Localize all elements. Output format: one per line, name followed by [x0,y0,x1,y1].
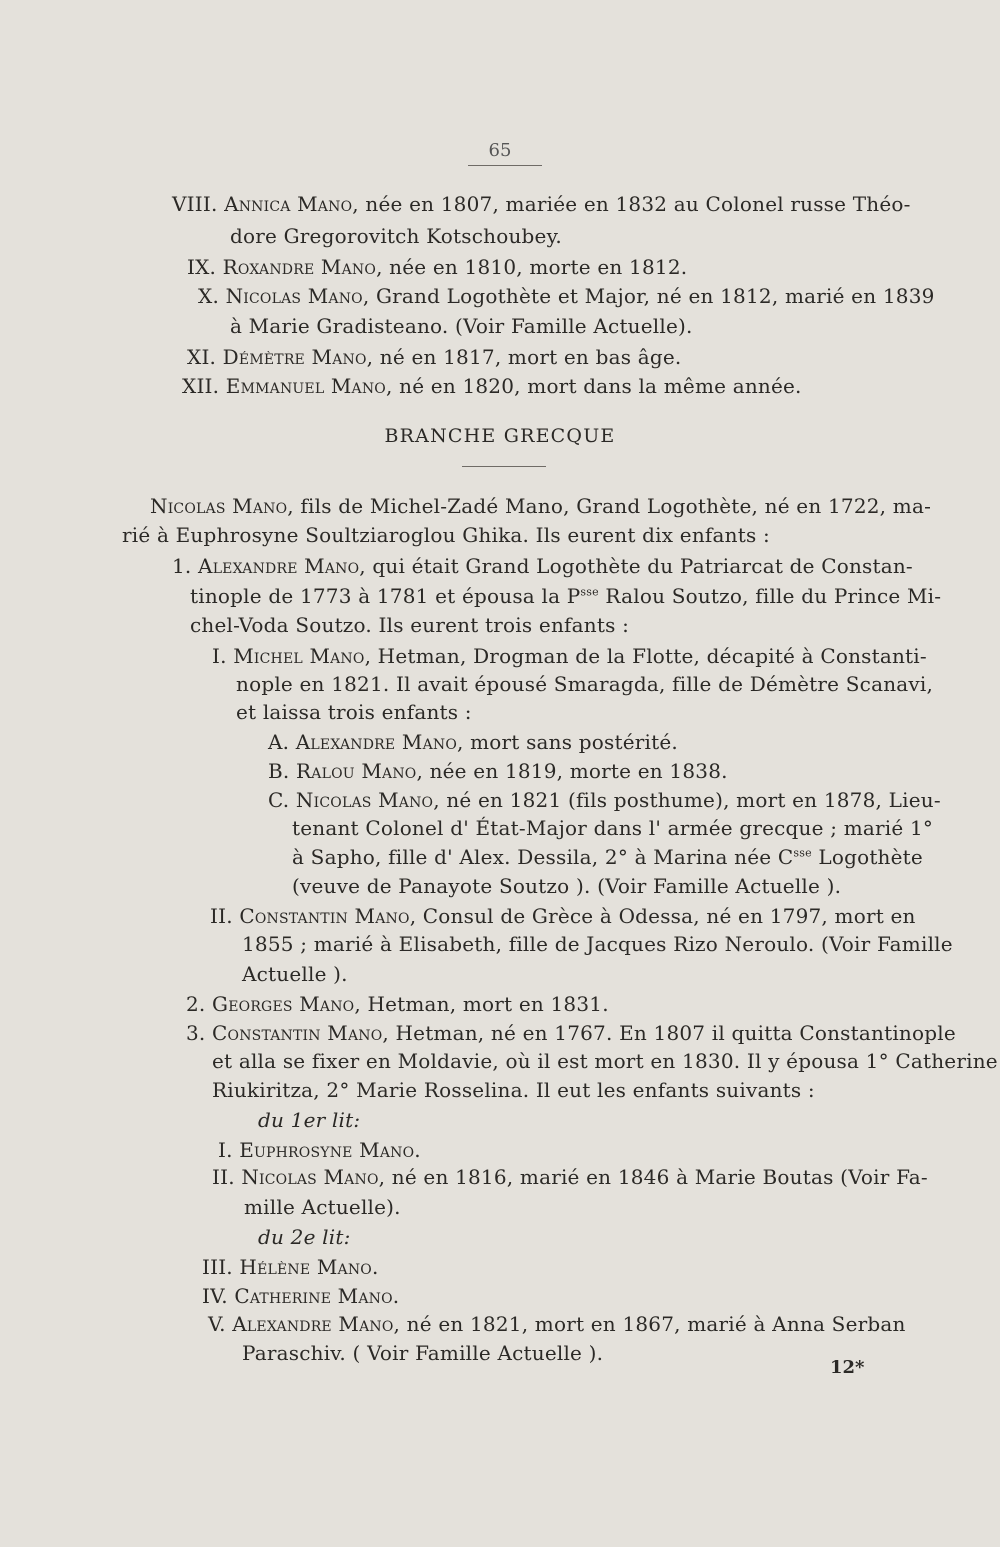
paragraph-intro-continuation [122,521,770,549]
entry-1-line [172,552,913,580]
entry-viii-line [172,190,911,218]
entry-xii-line [182,372,802,400]
entry-number: 3. [186,1021,206,1045]
person-name: Euphrosyne Mano. [239,1138,421,1162]
entry-text: et alla se fixer en Moldavie, où il est mort en 1830. Il y épousa 1° Catherine [212,1049,998,1073]
entry-text: , née en 1807, mariée en 1832 au Colonel russe Théo- [352,192,911,216]
person-name: Constantin Mano [212,1021,383,1045]
entry-ix-line [187,253,687,281]
entry-text: Actuelle ). [242,962,348,986]
page-number: 65 [488,140,512,161]
entry-number: C. [268,788,290,812]
entry-iii-helene-line [202,1253,379,1281]
person-name: Nicolas Mano [241,1165,379,1189]
person-name: Nicolas Mano [150,494,288,518]
person-name: Nicolas Mano [225,284,363,308]
entry-iv-catherine-line [202,1282,399,1310]
entry-text: , Grand Logothète et Major, né en 1812, marié en 1839 [362,284,935,308]
entry-ii-constantin-continuation [242,930,953,958]
entry-text: tinople de 1773 à 1781 et épousa la P [190,584,581,608]
entry-number: 2. [186,992,206,1016]
person-name: Annica Mano [224,192,353,216]
entry-3-continuation [212,1076,815,1104]
entry-text: à Sapho, fille d' Alex. Dessila, 2° à Marina née C [292,845,794,869]
person-name: Constantin Mano [239,904,410,928]
paragraph-intro-line [150,492,931,520]
entry-text: Riukiritza, 2° Marie Rosselina. Il eut les enfants suivants : [212,1078,815,1102]
entry-text: et laissa trois enfants : [236,700,472,724]
entry-ii-constantin-continuation [242,960,348,988]
entry-number: IX. [187,255,217,279]
entry-text: , né en 1821, mort en 1867, marié à Anna Serban [393,1312,906,1336]
entry-c-continuation [292,843,923,871]
entry-1-continuation [190,582,941,610]
entry-3-line [186,1019,956,1047]
entry-text: , née en 1819, morte en 1838. [416,759,728,783]
person-name: Michel Mano [233,644,365,668]
entry-c-continuation [292,814,933,842]
entry-1-continuation [190,611,629,639]
entry-text: rié à Euphrosyne Soultziaroglou Ghika. Ils eurent dix enfants : [122,523,770,547]
entry-text: , né en 1816, marié en 1846 à Marie Boutas (Voir Fa- [378,1165,928,1189]
person-name: Ralou Mano [296,759,417,783]
entry-2-line [186,990,609,1018]
signature-mark: 12* [830,1357,865,1378]
entry-number: VIII. [172,192,218,216]
subheading-text: du 2e lit: [258,1225,351,1249]
entry-3-continuation [212,1047,998,1075]
second-marriage-subheading [258,1223,351,1251]
entry-c-line [268,786,941,814]
entry-text: , née en 1810, morte en 1812. [376,255,688,279]
entry-ii-nicolas-line [212,1163,928,1191]
entry-v-alexandre-continuation [242,1339,603,1367]
entry-text: , né en 1820, mort dans la même année. [386,374,802,398]
entry-viii-continuation [230,222,562,250]
entry-text: à Marie Gradisteano. (Voir Famille Actuelle). [230,314,693,338]
person-name: Alexandre Mano [232,1312,394,1336]
entry-number: I. [212,644,227,668]
entry-number: II. [212,1165,235,1189]
person-name: Alexandre Mano [295,730,458,754]
entry-number: X. [198,284,219,308]
person-name: Alexandre Mano [198,554,360,578]
entry-x-continuation [230,312,693,340]
person-name: Emmanuel Mano [225,374,386,398]
person-name: Roxandre Mano [222,255,377,279]
page-number-rule [468,165,542,166]
entry-number: II. [210,904,233,928]
entry-text: , Consul de Grèce à Odessa, né en 1797, mort en [409,904,916,928]
entry-number: III. [202,1255,233,1279]
entry-text: , Hetman, Drogman de la Flotte, décapité à Constanti- [364,644,927,668]
entry-text: dore Gregorovitch Kotschoubey. [230,224,562,248]
entry-ii-nicolas-continuation [244,1193,401,1221]
entry-i-michel-continuation [236,670,933,698]
entry-text: , né en 1821 (fils posthume), mort en 1878, Lieu- [433,788,941,812]
person-name: Hélène Mano. [239,1255,379,1279]
entry-number: A. [268,730,290,754]
entry-text: tenant Colonel d' État-Major dans l' armée grecque ; marié 1° [292,816,934,840]
entry-a-line [268,728,678,756]
entry-number: XI. [187,345,217,369]
entry-text: mille Actuelle). [244,1195,401,1219]
first-marriage-subheading [258,1106,360,1134]
superscript: sse [793,846,812,860]
entry-text: , Hetman, mort en 1831. [354,992,609,1016]
entry-number: IV. [202,1284,228,1308]
entry-number: 1. [172,554,192,578]
entry-text: nople en 1821. Il avait épousé Smaragda, fille de Démètre Scanavi, [236,672,934,696]
entry-c-continuation [292,872,841,900]
person-name: Nicolas Mano [295,788,434,812]
entry-x-line [198,282,935,310]
entry-text: 1855 ; marié à Elisabeth, fille de Jacques Rizo Neroulo. (Voir Famille [242,932,953,956]
entry-i-euphrosyne-line [218,1136,421,1164]
entry-text: (veuve de Panayote Soutzo ). (Voir Famille Actuelle ). [292,874,842,898]
entry-number: XII. [182,374,220,398]
entry-text: , mort sans postérité. [457,730,678,754]
entry-number: B. [268,759,290,783]
entry-text: , qui était Grand Logothète du Patriarcat de Constan- [359,554,913,578]
person-name: Catherine Mano. [234,1284,400,1308]
entry-text: , Hetman, né en 1767. En 1807 il quitta Constantinople [382,1021,956,1045]
entry-text: , fils de Michel-Zadé Mano, Grand Logothète, né en 1722, ma- [287,494,932,518]
entry-number: I. [218,1138,233,1162]
entry-text: Paraschiv. ( Voir Famille Actuelle ). [242,1341,604,1365]
entry-b-line [268,757,728,785]
entry-text: chel-Voda Soutzo. Ils eurent trois enfants : [190,613,630,637]
entry-text: , né en 1817, mort en bas âge. [366,345,682,369]
person-name: Démètre Mano [222,345,367,369]
heading-rule [462,466,546,467]
entry-ii-constantin-line [210,902,916,930]
entry-text: Ralou Soutzo, fille du Prince Mi- [598,584,942,608]
entry-i-michel-continuation [236,698,472,726]
entry-i-michel-line [212,642,927,670]
entry-xi-line [187,343,681,371]
person-name: Georges Mano [212,992,355,1016]
entry-v-alexandre-line [208,1310,906,1338]
superscript: sse [580,585,599,599]
entry-text: Logothète [811,845,923,869]
section-heading: BRANCHE GRECQUE [384,425,616,447]
subheading-text: du 1er lit: [258,1108,361,1132]
entry-number: V. [208,1312,226,1336]
